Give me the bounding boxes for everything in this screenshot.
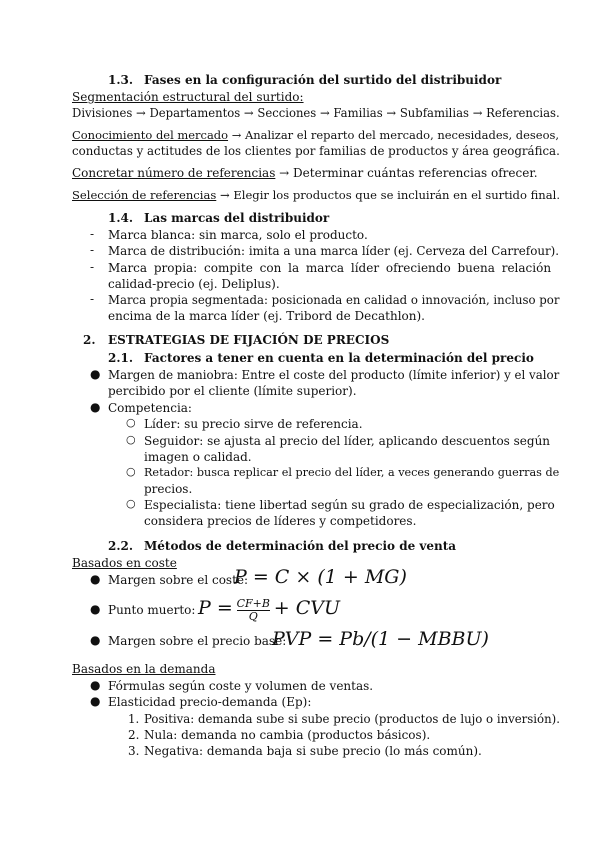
- formula-lhs: P =: [198, 597, 233, 619]
- competencia-item-continuation: precios.: [144, 482, 193, 496]
- bullet-icon: ●: [90, 694, 101, 708]
- list-dash: -: [90, 243, 95, 257]
- formula-margen-coste: P = C × (1 + MG): [234, 566, 407, 588]
- seleccion-label: Selección de referencias: [72, 188, 217, 202]
- section-number: 1.4.: [108, 211, 134, 225]
- circle-bullet-icon: ○: [126, 465, 136, 478]
- bullet-icon: ●: [90, 572, 101, 586]
- section-2-heading: [83, 332, 389, 348]
- list-item: Marca propia: compite con la marca líder ofreciendo buena relación: [108, 261, 552, 275]
- item-number: 3.: [128, 744, 140, 758]
- formula-fraction: [237, 598, 270, 623]
- item-text: Negativa: demanda baja si sube precio (lo más común).: [144, 744, 482, 758]
- bullet-icon: ●: [90, 633, 101, 647]
- section-2-2-heading: [108, 538, 456, 554]
- seleccion-line: [72, 187, 560, 203]
- numbered-item: [128, 727, 430, 743]
- bullet-icon: ●: [90, 400, 101, 414]
- formula-rhs: + CVU: [273, 597, 340, 619]
- circle-bullet-icon: ○: [126, 433, 136, 446]
- competencia-item-continuation: considera precios de líderes y competidores.: [144, 514, 417, 528]
- competencia-item: Retador: busca replicar el precio del líder, a veces generando guerras de: [144, 466, 560, 479]
- formula-punto-muerto: [198, 593, 340, 625]
- margen-line-1: Margen de maniobra: Entre el coste del producto (límite inferior) y el valor: [108, 368, 560, 382]
- segmentacion-label: Segmentación estructural del surtido:: [72, 90, 304, 104]
- fraction-denominator: Q: [237, 610, 270, 623]
- item-number: 1.: [128, 712, 140, 726]
- section-2-1-heading: [108, 350, 534, 366]
- section-number: 1.3.: [108, 73, 134, 87]
- competencia-item: Seguidor: se ajusta al precio del líder, aplicando descuentos según: [144, 434, 551, 448]
- conocimiento-text: → Analizar el reparto del mercado, necesidades, deseos,: [228, 128, 560, 142]
- section-1-4-heading: [108, 210, 329, 226]
- conocimiento-line-1: [72, 127, 559, 143]
- competencia-item-continuation: imagen o calidad.: [144, 450, 252, 464]
- section-1-3-heading: [108, 72, 501, 88]
- section-title: Las marcas del distribuidor: [144, 211, 330, 225]
- section-number: 2.1.: [108, 351, 134, 365]
- formula-1-label: Margen sobre el coste:: [108, 573, 249, 587]
- circle-bullet-icon: ○: [126, 416, 136, 429]
- fraction-numerator: CF+B: [236, 597, 270, 610]
- competencia-item: Especialista: tiene libertad según su grado de especialización, pero: [144, 498, 555, 512]
- list-dash: -: [90, 292, 95, 306]
- formula-margen-precio-base: PVP = Pb/(1 − MBBU): [272, 628, 489, 650]
- item-text: Nula: demanda no cambia (productos básicos).: [144, 728, 431, 742]
- basados-demanda-label: Basados en la demanda: [72, 662, 216, 676]
- concretar-label: Concretar número de referencias: [72, 166, 276, 180]
- list-item: Marca propia segmentada: posicionada en calidad o innovación, incluso por: [108, 293, 560, 307]
- concretar-line: [72, 165, 538, 181]
- segmentacion-text: Divisiones → Departamentos → Secciones → Familias → Subfamilias → Referencias.: [72, 106, 560, 120]
- item-text: Positiva: demanda sube si sube precio (productos de lujo o inversión).: [144, 712, 560, 726]
- competencia-label: Competencia:: [108, 401, 192, 415]
- list-dash: -: [90, 227, 95, 241]
- list-item-continuation: calidad-precio (ej. Deliplus).: [108, 277, 280, 291]
- numbered-item: [128, 743, 482, 759]
- formula-2-label: Punto muerto:: [108, 603, 196, 617]
- demanda-bullet-2: Elasticidad precio-demanda (Ep):: [108, 695, 312, 709]
- bullet-icon: ●: [90, 367, 101, 381]
- section-title: Métodos de determinación del precio de venta: [144, 539, 457, 553]
- list-item-continuation: encima de la marca líder (ej. Tribord de Decathlon).: [108, 309, 425, 323]
- conocimiento-label: Conocimiento del mercado: [72, 128, 229, 142]
- formula-3-label: Margen sobre el precio base:: [108, 634, 287, 648]
- margen-line-2: percibido por el cliente (límite superior).: [108, 384, 357, 398]
- bullet-icon: ●: [90, 678, 101, 692]
- basados-coste-label: Basados en coste: [72, 556, 177, 570]
- section-title: Factores a tener en cuenta en la determinación del precio: [144, 351, 534, 365]
- numbered-item: [128, 711, 560, 727]
- section-number: 2.: [83, 333, 96, 347]
- seleccion-text: → Elegir los productos que se incluirán en el surtido final.: [216, 188, 561, 202]
- list-dash: -: [90, 260, 95, 274]
- demanda-bullet-1: Fórmulas según coste y volumen de ventas.: [108, 679, 374, 693]
- section-title: Fases en la configuración del surtido del distribuidor: [144, 73, 502, 87]
- list-item: Marca blanca: sin marca, solo el producto.: [108, 228, 368, 242]
- competencia-item: Líder: su precio sirve de referencia.: [144, 417, 363, 431]
- circle-bullet-icon: ○: [126, 497, 136, 510]
- concretar-text: → Determinar cuántas referencias ofrecer.: [275, 166, 538, 180]
- section-title: ESTRATEGIAS DE FIJACIÓN DE PRECIOS: [108, 333, 390, 347]
- list-item: Marca de distribución: imita a una marca líder (ej. Cerveza del Carrefour).: [108, 244, 560, 258]
- section-number: 2.2.: [108, 539, 134, 553]
- conocimiento-line-2: conductas y actitudes de los clientes por familias de productos y área geográfica.: [72, 144, 560, 158]
- bullet-icon: ●: [90, 602, 101, 616]
- item-number: 2.: [128, 728, 140, 742]
